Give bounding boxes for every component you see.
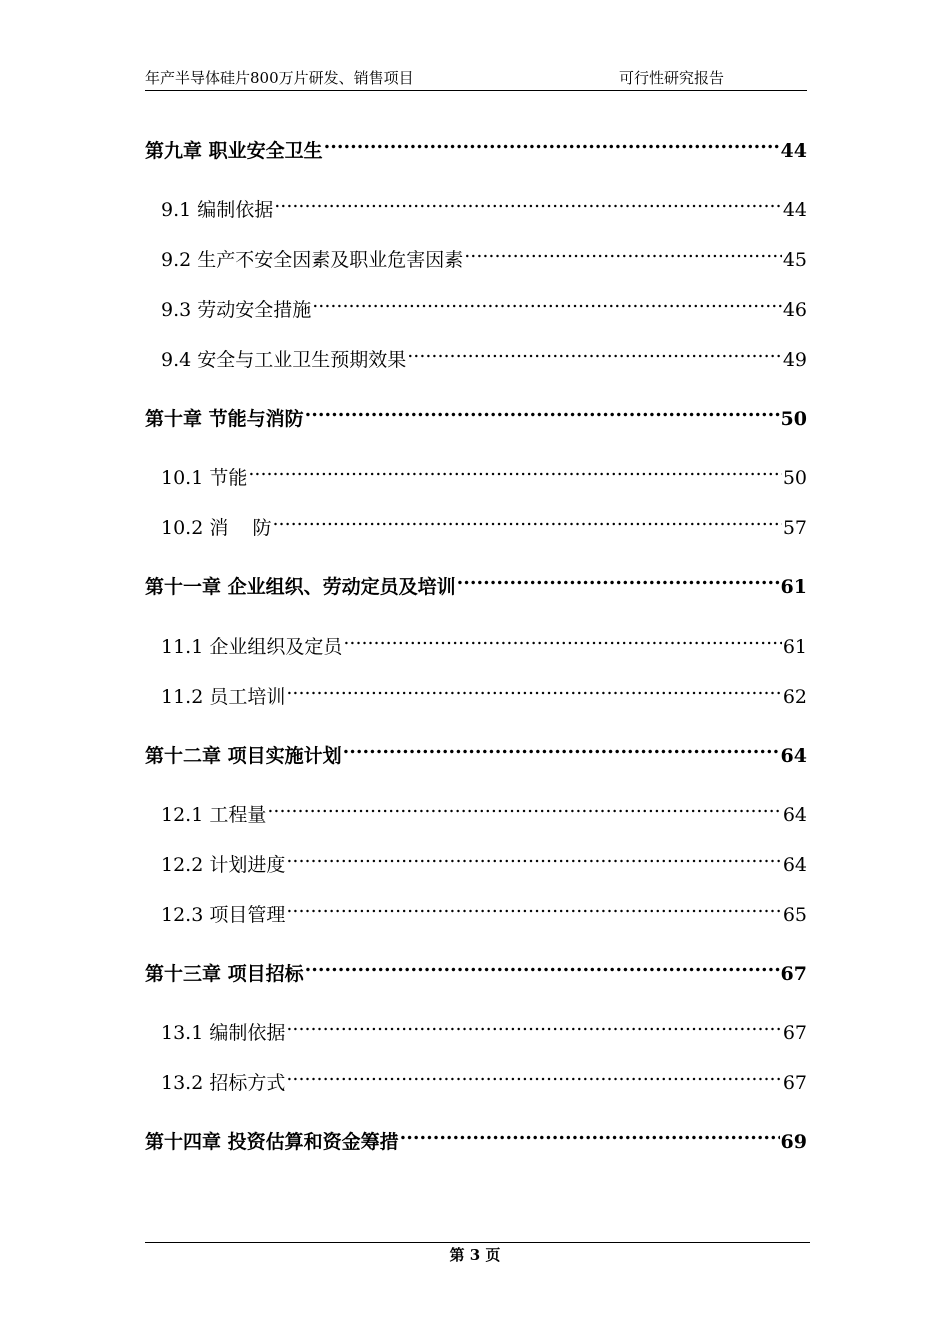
toc-entry-page: 44 [782,199,807,221]
toc-section-13-1[interactable] [145,1018,807,1048]
toc-entry-title: 第十二章 项目实施计划 [145,745,342,767]
toc-leader-dots [407,347,782,366]
toc-entry-title: 9.3 劳动安全措施 [161,299,312,321]
toc-leader-dots [286,1020,781,1039]
toc-entry-page: 50 [782,467,807,489]
toc-entry-title: 9.1 编制依据 [161,199,274,221]
toc-leader-dots [248,465,781,484]
toc-entry-title: 9.2 生产不安全因素及职业危害因素 [161,249,464,271]
toc-entry-title: 13.1 编制依据 [161,1022,286,1044]
toc-leader-dots [400,1129,780,1148]
toc-entry-page: 57 [782,517,807,539]
toc-chapter-10[interactable] [145,404,807,434]
toc-entry-page: 49 [782,349,807,371]
footer-divider [145,1242,810,1243]
toc-leader-dots [464,247,782,266]
toc-section-9-3[interactable] [145,295,807,325]
toc-entry-title: 11.2 员工培训 [161,686,286,708]
header-project-title: 年产半导体硅片800万片研发、销售项目 [145,69,414,87]
toc-section-9-2[interactable] [145,245,807,275]
toc-section-12-2[interactable] [145,850,807,880]
toc-chapter-11[interactable] [145,572,807,602]
toc-chapter-9[interactable] [145,136,807,166]
toc-leader-dots [343,634,781,653]
toc-section-11-1[interactable] [145,632,807,662]
toc-entry-page: 69 [780,1131,807,1153]
toc-entry-page: 64 [782,854,807,876]
toc-leader-dots [286,1070,781,1089]
toc-section-12-3[interactable] [145,900,807,930]
toc-leader-dots [286,852,781,871]
toc-section-10-1[interactable] [145,463,807,493]
toc-leader-dots [312,297,782,316]
toc-entry-title: 第九章 职业安全卫生 [145,140,323,162]
toc-section-9-1[interactable] [145,195,807,225]
toc-entry-title: 11.1 企业组织及定员 [161,636,343,658]
toc-entry-title: 12.2 计划进度 [161,854,286,876]
toc-leader-dots [305,961,780,980]
toc-entry-title: 10.1 节能 [161,467,248,489]
toc-entry-title: 第十章 节能与消防 [145,408,304,430]
toc-entry-page: 61 [782,636,807,658]
toc-entry-page: 67 [780,963,807,985]
toc-leader-dots [286,684,781,703]
header-report-type: 可行性研究报告 [619,69,725,87]
toc-entry-title: 第十一章 企业组织、劳动定员及培训 [145,576,456,598]
toc-entry-title: 第十三章 项目招标 [145,963,304,985]
toc-leader-dots [274,197,782,216]
toc-leader-dots [286,902,781,921]
toc-chapter-12[interactable] [145,741,807,771]
toc-entry-title: 12.3 项目管理 [161,904,286,926]
toc-leader-dots [273,515,782,534]
toc-entry-title: 12.1 工程量 [161,804,267,826]
toc-section-12-1[interactable] [145,800,807,830]
toc-entry-title: 13.2 招标方式 [161,1072,286,1094]
toc-leader-dots [457,574,780,593]
page-number: 第 3 页 [449,1246,501,1264]
toc-entry-page: 45 [782,249,807,271]
toc-entry-page: 67 [782,1072,807,1094]
toc-leader-dots [267,802,781,821]
toc-entry-page: 64 [780,745,807,767]
toc-entry-page: 62 [782,686,807,708]
toc-leader-dots [343,743,780,762]
toc-section-10-2[interactable] [145,513,807,543]
toc-entry-title: 10.2 消 防 [161,517,272,539]
toc-entry-title: 第十四章 投资估算和资金筹措 [145,1131,399,1153]
toc-section-13-2[interactable] [145,1068,807,1098]
toc-entry-page: 50 [780,408,807,430]
toc-chapter-13[interactable] [145,959,807,989]
toc-entry-page: 46 [782,299,807,321]
toc-entry-page: 44 [780,140,807,162]
toc-entry-page: 67 [782,1022,807,1044]
toc-entry-page: 65 [782,904,807,926]
toc-entry-page: 64 [782,804,807,826]
toc-chapter-14[interactable] [145,1127,807,1157]
toc-leader-dots [305,406,780,425]
toc-section-9-4[interactable] [145,345,807,375]
toc-entry-page: 61 [780,576,807,598]
toc-entry-title: 9.4 安全与工业卫生预期效果 [161,349,407,371]
toc-section-11-2[interactable] [145,682,807,712]
toc-leader-dots [324,138,780,157]
page-header [145,66,807,91]
